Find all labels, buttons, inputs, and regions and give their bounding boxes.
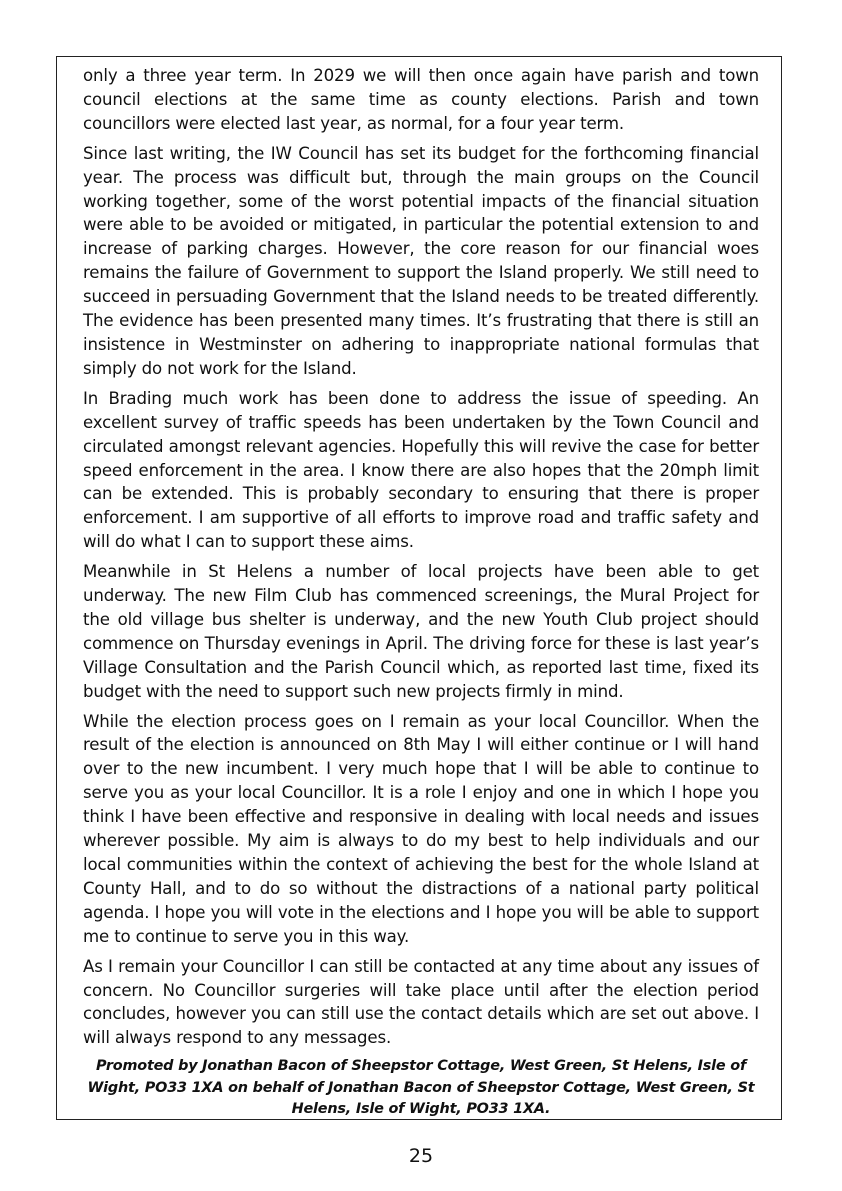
paragraph-st-helens: Meanwhile in St Helens a number of local projects have been able to get underway. The new Film Club has commenced screenings, the Mural Project for the old village bus shelter is underway, and the new Youth Club project should commence on Thursday evenings in April. The driving force for these is last year’s Village Consultation and the Parish Council which, as reported last time, fixed its budget with the need to support such new projects firmly in mind. <box>83 562 759 701</box>
paragraph-brading: In Brading much work has been done to address the issue of speeding. An excellent survey of traffic speeds has been undertaken by the Town Council and circulated amongst relevant agencies. Hopefully this will revive the case for better speed enforcement in the area. I know there are also hopes that the 20mph limit can be extended. This is probably secondary to ensuring that there is proper enforcement. I am supportive of all efforts to improve road and traffic safety and will do what I can to support these aims. <box>83 388 759 552</box>
page-number: 25 <box>408 1145 434 1167</box>
paragraph-contact: As I remain your Councillor I can still be contacted at any time about any issues of concern. No Councillor surgeries will take place until after the election period concludes, however you can still use the contact details which are set out above. I will always respond to any messages. <box>83 956 759 1048</box>
paragraph-election: While the election process goes on I remain as your local Councillor. When the result of the election is announced on 8th May I will either continue or I will hand over to the new incumbent. I very much hope that I will be able to continue to serve you as your local Councillor. It is a role I enjoy and one in which I hope you think I have been effective and responsive in dealing with local needs and issues wherever possible. My aim is always to do my best to help individuals and our local communities within the context of achieving the best for the whole Island at County Hall, and to do so without the distractions of a national party political agenda. I hope you will vote in the elections and I hope you will be able to support me to continue to serve you in this way. <box>83 711 759 946</box>
article-frame <box>56 56 782 1120</box>
promoted-by-notice: Promoted by Jonathan Bacon of Sheepstor Cottage, West Green, St Helens, Isle of Wight, PO33 1XA on behalf of Jonathan Bacon of Sheepstor Cottage, West Green, St Helens, Isle of Wight, PO33 1XA. <box>87 1058 755 1118</box>
paragraph-term: only a three year term. In 2029 we will then once again have parish and town council elections at the same time as county elections. Parish and town councillors were elected last year, as normal, for a four year term. <box>83 66 759 133</box>
paragraph-budget: Since last writing, the IW Council has set its budget for the forthcoming financial year. The process was difficult but, through the main groups on the Council working together, some of the worst potential impacts of the financial situation were able to be avoided or mitigated, in particular the potential extension to and increase of parking charges. However, the core reason for our financial woes remains the failure of Government to support the Island properly. We still need to succeed in persuading Government that the Island needs to be treated differently. The evidence has been presented many times. It’s frustrating that there is still an insistence in Westminster on adhering to inappropriate national formulas that simply do not work for the Island. <box>83 143 759 378</box>
